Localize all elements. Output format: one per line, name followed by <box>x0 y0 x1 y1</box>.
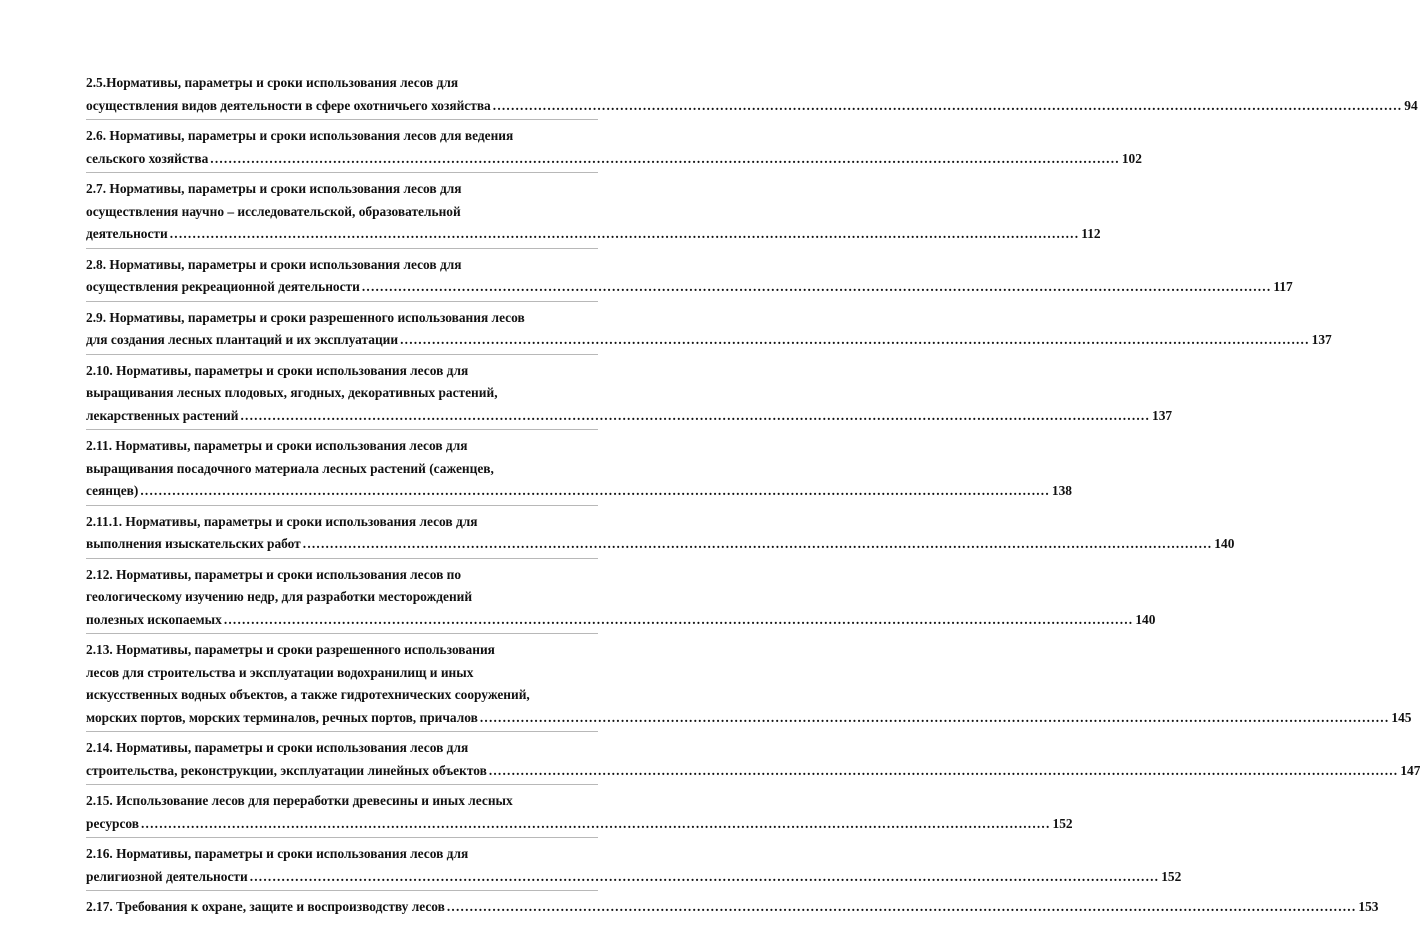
toc-entry[interactable] <box>86 360 1173 431</box>
toc-entry-last-line <box>86 813 1073 836</box>
toc-page-number: 153 <box>1358 899 1379 914</box>
toc-entry-line: лекарственных растений <box>86 407 239 423</box>
dot-leader: ........................................................................................................................................................................................................ <box>446 899 1357 914</box>
toc-entry-last-line <box>86 896 1379 919</box>
toc-page-number: 140 <box>1135 611 1156 627</box>
toc-entry-line: искусственных водных объектов, а также гидротехнических сооружений, <box>86 687 530 702</box>
toc-entry-line: 2.11.1. Нормативы, параметры и сроки использования лесов для <box>86 513 478 529</box>
toc-entry-line: 2.14. Нормативы, параметры и сроки использования лесов для <box>86 740 469 755</box>
toc-entry-last-line <box>86 276 1293 299</box>
toc-entry-line: 2.15. Использование лесов для переработки древесины и иных лесных <box>86 793 513 808</box>
toc-entry-last-line <box>86 148 1142 171</box>
toc-entry-last-line <box>86 223 1101 246</box>
toc-entry-last-line <box>86 609 1156 632</box>
toc-entry[interactable] <box>86 737 1420 785</box>
toc-entry-line: 2.9. Нормативы, параметры и сроки разрешенного использования лесов <box>86 309 525 325</box>
dot-leader: ........................................................................................................................................................................................................ <box>479 709 1390 725</box>
toc-entry[interactable] <box>86 511 1235 559</box>
dot-leader: ........................................................................................................................................................................................................ <box>240 407 1151 423</box>
dot-leader: ........................................................................................................................................................................................................ <box>169 226 1080 241</box>
toc-entry-line: 2.5.Нормативы, параметры и сроки использования лесов для <box>86 75 459 90</box>
toc-page-number: 137 <box>1152 407 1173 423</box>
toc-entry-line: 2.6. Нормативы, параметры и сроки использования лесов для ведения <box>86 128 514 143</box>
toc-entry[interactable] <box>86 896 1379 921</box>
dot-leader: ........................................................................................................................................................................................................ <box>249 868 1160 884</box>
toc-entry-line: 2.7. Нормативы, параметры и сроки использования лесов для <box>86 181 462 196</box>
toc-page-number: 117 <box>1273 279 1293 294</box>
toc-entry-line: осуществления видов деятельности в сфере охотничьего хозяйства <box>86 97 491 113</box>
dot-leader: ........................................................................................................................................................................................................ <box>302 536 1213 551</box>
toc-entry-line: выращивания посадочного материала лесных растений (саженцев, <box>86 460 494 476</box>
toc-page-number: 94 <box>1404 97 1418 113</box>
toc-entry-line: сеянцев) <box>86 483 139 498</box>
dot-leader: ........................................................................................................................................................................................................ <box>140 483 1050 498</box>
toc-entry[interactable] <box>86 435 1072 506</box>
toc-entry-line: морских портов, морских терминалов, речных портов, причалов <box>86 709 478 725</box>
toc-entry-line: выполнения изыскательских работ <box>86 536 301 551</box>
toc-entry-line: деятельности <box>86 226 168 241</box>
toc-page-number: 147 <box>1400 762 1420 778</box>
toc-entry-line: 2.8. Нормативы, параметры и сроки использования лесов для <box>86 256 462 272</box>
toc-entry-line: геологическому изучению недр, для разработки месторождений <box>86 589 473 604</box>
toc-entry-line: осуществления рекреационной деятельности <box>86 279 360 294</box>
dot-leader: ........................................................................................................................................................................................................ <box>492 97 1403 113</box>
dot-leader: ........................................................................................................................................................................................................ <box>488 762 1399 778</box>
toc-page-number: 152 <box>1052 815 1073 831</box>
toc-entry[interactable] <box>86 790 1073 838</box>
toc-page-number: 138 <box>1051 483 1072 498</box>
toc-entry[interactable] <box>86 254 1293 302</box>
toc-entry-line: 2.12. Нормативы, параметры и сроки использования лесов по <box>86 566 462 582</box>
toc-page-number: 112 <box>1081 226 1101 241</box>
toc-entry-line: 2.10. Нормативы, параметры и сроки использования лесов для <box>86 362 469 378</box>
toc-entry[interactable] <box>86 125 1142 173</box>
toc-page-number: 102 <box>1121 150 1142 166</box>
toc-entry-line: лесов для строительства и эксплуатации водохранилищ и иных <box>86 664 474 680</box>
table-of-contents <box>86 72 1420 926</box>
toc-entry-last-line <box>86 707 1412 730</box>
toc-entry[interactable] <box>86 72 1418 120</box>
dot-leader: ........................................................................................................................................................................................................ <box>223 611 1134 627</box>
toc-entry-line: строительства, реконструкции, эксплуатации линейных объектов <box>86 762 487 778</box>
toc-entry-last-line <box>86 95 1418 118</box>
toc-page-number: 145 <box>1391 709 1412 725</box>
dot-leader: ........................................................................................................................................................................................................ <box>400 332 1310 347</box>
toc-page-number: 137 <box>1311 332 1332 347</box>
toc-entry-line: для создания лесных плантаций и их эксплуатации <box>86 332 399 347</box>
toc-entry-line: ресурсов <box>86 815 139 831</box>
toc-entry-line: религиозной деятельности <box>86 868 248 884</box>
toc-entry-line: 2.13. Нормативы, параметры и сроки разрешенного использования <box>86 642 495 657</box>
toc-entry-line: 2.11. Нормативы, параметры и сроки использования лесов для <box>86 438 468 453</box>
toc-entry-last-line <box>86 329 1332 352</box>
toc-entry[interactable] <box>86 564 1156 635</box>
toc-entry-last-line <box>86 760 1420 783</box>
toc-entry-last-line <box>86 533 1235 556</box>
toc-entry-line: 2.17. Требования к охране, защите и воспроизводству лесов <box>86 899 445 914</box>
toc-entry-line: полезных ископаемых <box>86 611 222 627</box>
toc-entry-line: 2.16. Нормативы, параметры и сроки использования лесов для <box>86 846 469 861</box>
toc-entry[interactable] <box>86 639 1412 732</box>
toc-entry-line: выращивания лесных плодовых, ягодных, декоративных растений, <box>86 385 498 400</box>
toc-entry[interactable] <box>86 307 1332 355</box>
toc-entry-last-line <box>86 866 1182 889</box>
toc-entry-line: сельского хозяйства <box>86 150 209 166</box>
toc-entry-last-line <box>86 405 1173 428</box>
dot-leader: ........................................................................................................................................................................................................ <box>361 279 1272 294</box>
toc-entry[interactable] <box>86 178 1101 249</box>
toc-entry[interactable] <box>86 843 1182 891</box>
toc-entry-line: осуществления научно – исследовательской, образовательной <box>86 203 461 219</box>
dot-leader: ........................................................................................................................................................................................................ <box>210 150 1120 166</box>
toc-page-number: 152 <box>1161 868 1182 884</box>
toc-page-number: 140 <box>1214 536 1235 551</box>
dot-leader: ........................................................................................................................................................................................................ <box>141 815 1051 831</box>
toc-entry-last-line <box>86 480 1072 503</box>
